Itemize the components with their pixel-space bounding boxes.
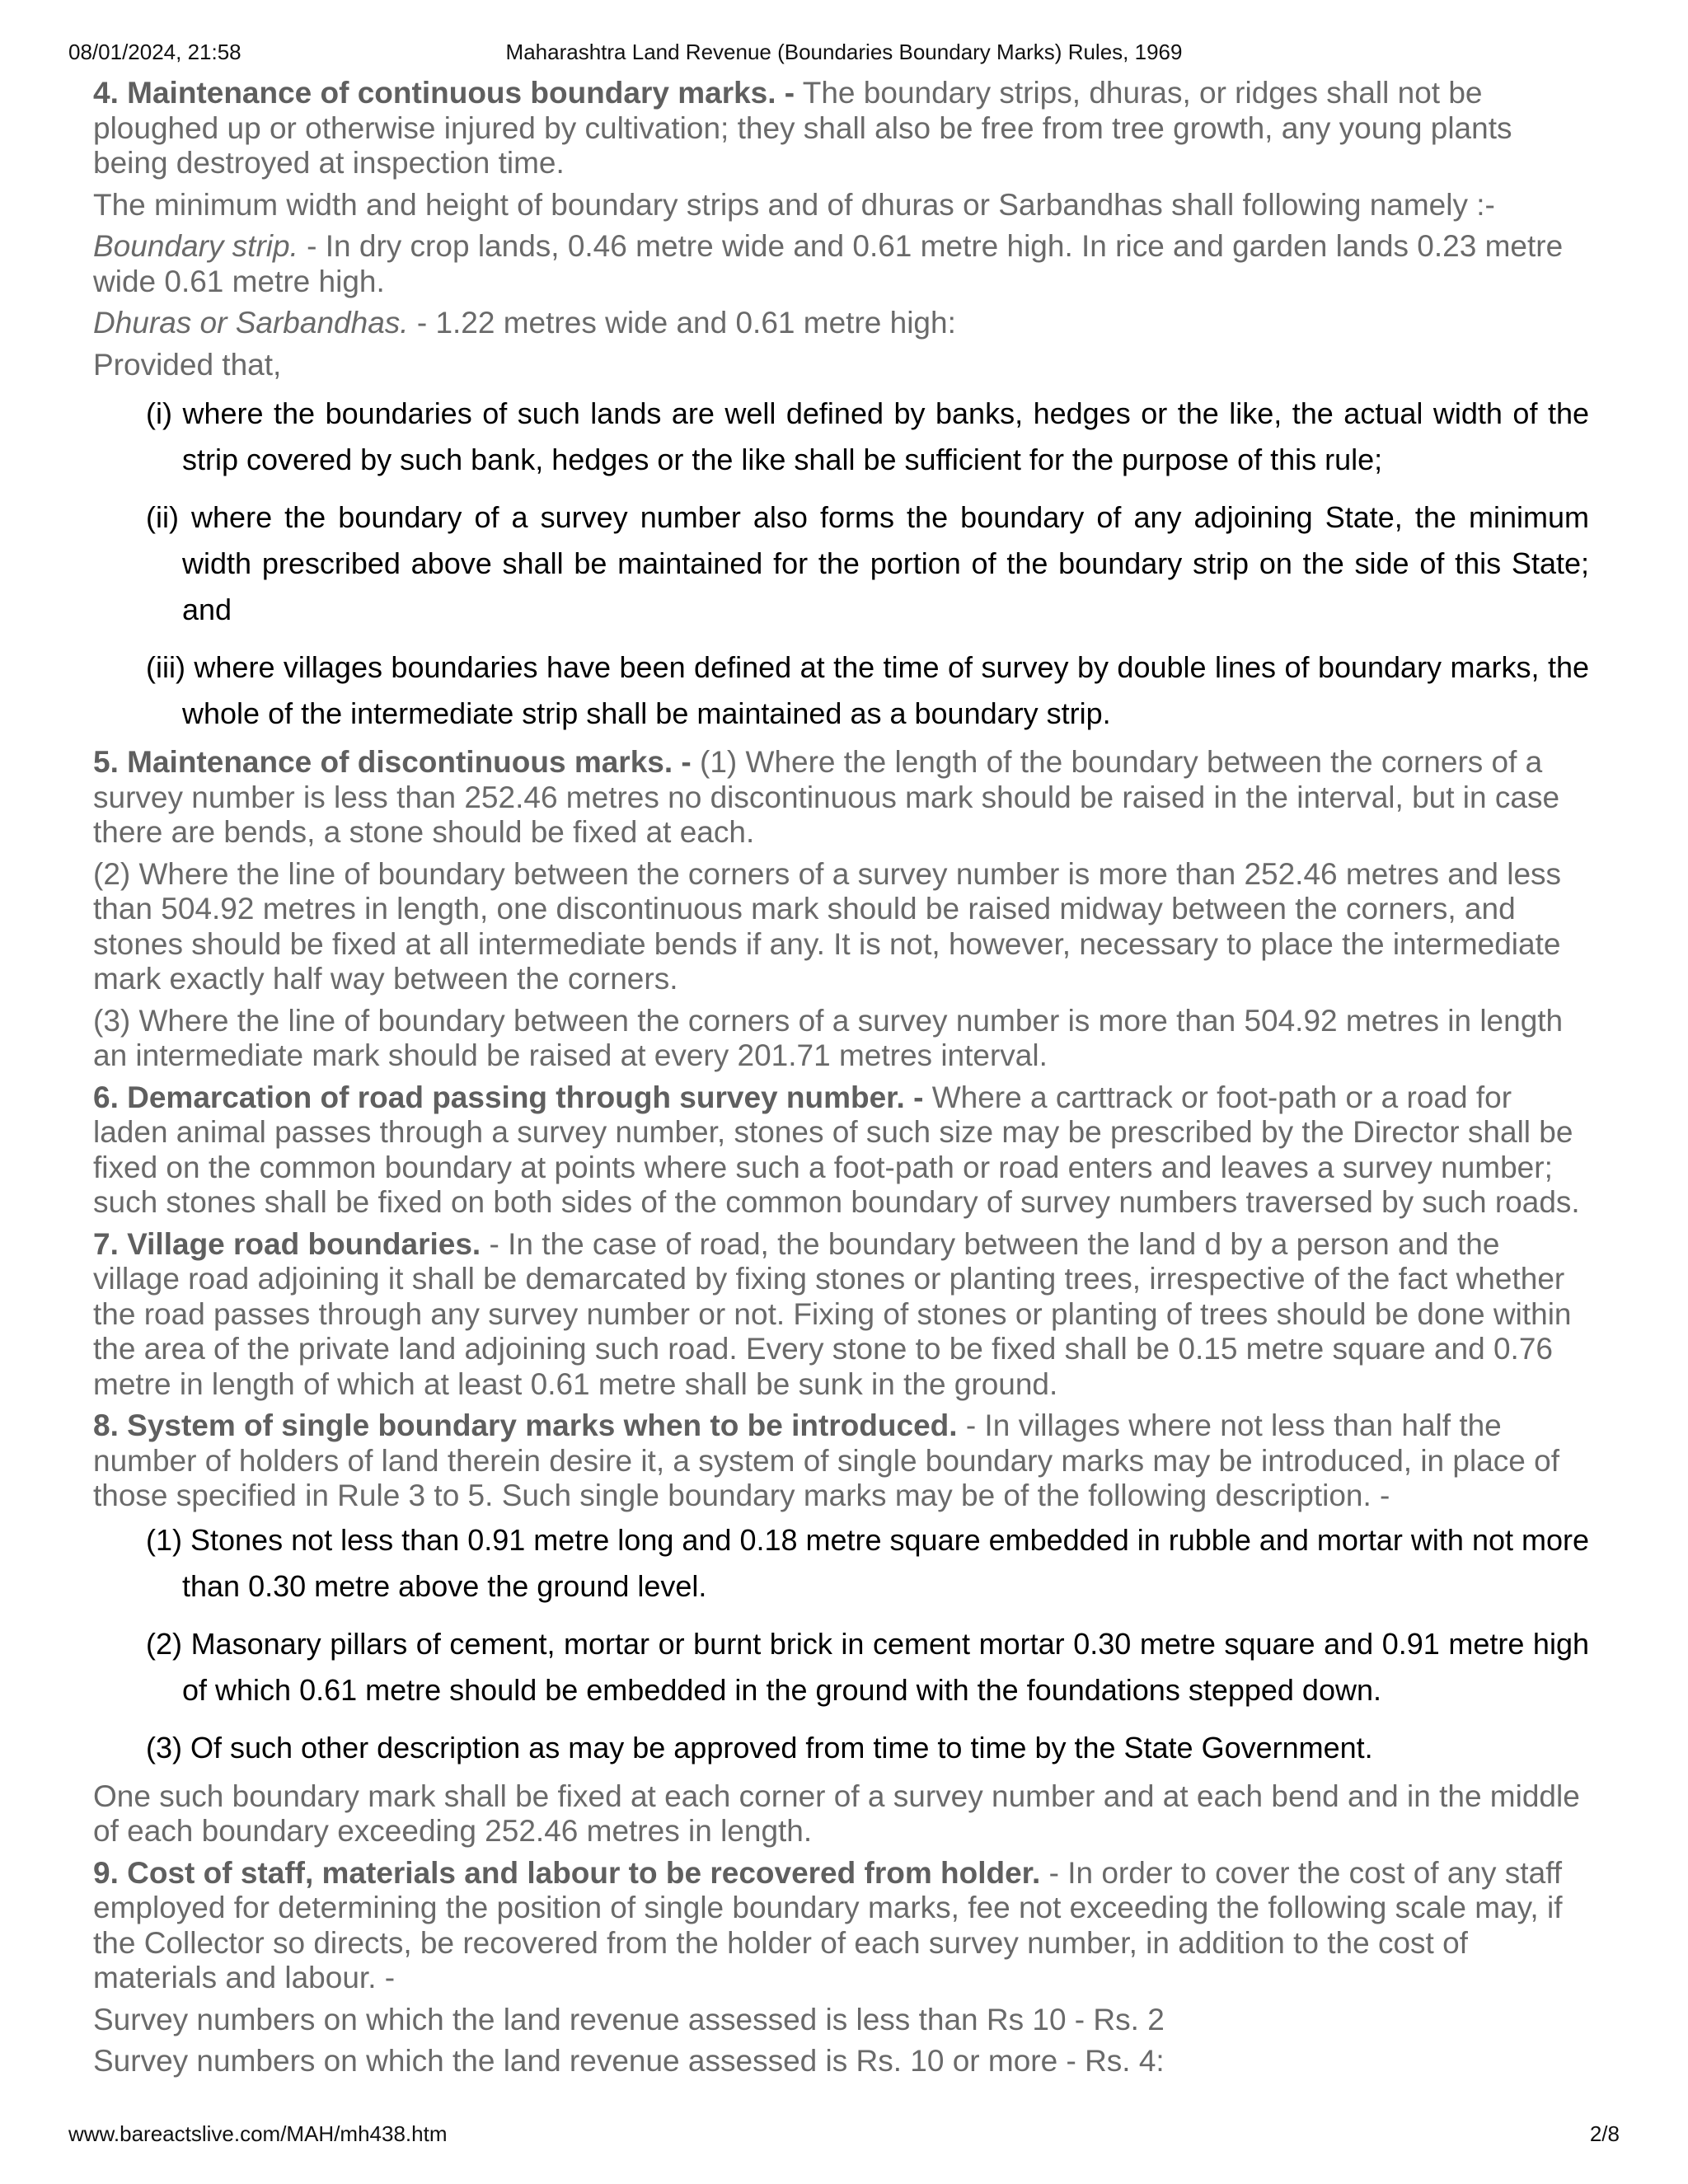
page-number: 2/8 — [1589, 2121, 1620, 2146]
boundary-mark-type-item: (3) Of such other description as may be approved from time to time by the State Government. — [146, 1730, 1373, 1765]
section-7-heading: 7. Village road boundaries. — [93, 1226, 481, 1261]
section-4-heading: 4. Maintenance of continuous boundary marks. - — [93, 76, 795, 110]
section-6-heading: 6. Demarcation of road passing through survey number. - — [93, 1080, 924, 1114]
fee-line-1: Survey numbers on which the land revenue assessed is less than Rs 10 - Rs. 2 — [93, 2002, 1165, 2036]
boundary-strip-paragraph — [93, 229, 1589, 299]
proviso-list — [93, 391, 1589, 737]
section-8-paragraph — [93, 1408, 1589, 1514]
page-footer — [68, 2121, 1620, 2149]
proviso-item: (iii) where villages boundaries have been defined at the time of survey by double lines of boundary marks, the whole of the intermediate strip shall be maintained as a boundary strip. — [146, 650, 1589, 730]
document-title: Maharashtra Land Revenue (Boundaries Boundary Marks) Rules, 1969 — [505, 40, 1183, 64]
section-5-text-1: (1) Where the length of the boundary between the corners of a survey number is less than 252.46 metres no discontinuous mark should be raised in the interval, but in case there are bends, a stone should be fixed at each. — [93, 745, 1560, 849]
section-5-text-2: (2) Where the line of boundary between the corners of a survey number is more than 252.46 metres and less than 504.92 metres in length, one discontinuous mark should be raised midway between the corners, and stones should be fixed at all intermediate bends if any. It is not, however, necessary to place the intermediate mark exactly half way between the corners. — [93, 856, 1562, 996]
section-5-heading: 5. Maintenance of discontinuous marks. - — [93, 745, 692, 779]
section-4-paragraph — [93, 76, 1589, 181]
proviso-item: (ii) where the boundary of a survey number also forms the boundary of any adjoining State, the minimum width prescribed above shall be maintained for the portion of the boundary strip on the side of this State; and — [146, 500, 1589, 626]
fee-line-2: Survey numbers on which the land revenue assessed is Rs. 10 or more - Rs. 4: — [93, 2044, 1165, 2078]
section-5-text-3: (3) Where the line of boundary between the corners of a survey number is more than 504.92 metres in length an intermediate mark should be raised at every 201.71 metres interval. — [93, 1003, 1564, 1072]
section-7-paragraph — [93, 1227, 1589, 1403]
section-8-heading: 8. System of single boundary marks when to be introduced. — [93, 1408, 958, 1442]
provided-that: Provided that, — [93, 347, 282, 382]
section-4-text: The boundary strips, dhuras, or ridges shall not be ploughed up or otherwise injured by cultivation; they shall also be free from tree growth, any young plants being destroyed at inspection time. — [93, 76, 1512, 180]
section-4-min-width: The minimum width and height of boundary strips and of dhuras or Sarbandhas shall following namely :- — [93, 187, 1495, 222]
boundary-strip-text: - In dry crop lands, 0.46 metre wide and 0.61 metre high. In rice and garden lands 0.23 metre wide 0.61 metre high. — [93, 229, 1564, 298]
print-datetime: 08/01/2024, 21:58 — [68, 40, 241, 64]
document-body — [93, 76, 1589, 2079]
dhuras-paragraph — [93, 306, 1589, 341]
source-url: www.bareactslive.com/MAH/mh438.htm — [68, 2121, 448, 2146]
page-header — [68, 40, 1620, 68]
section-8-text: - In villages where not less than half the number of holders of land therein desire it, a system of single boundary marks may be introduced, in place of those specified in Rule 3 to 5. Such single boundary marks may be of the following description. - — [93, 1408, 1559, 1512]
section-6-text: Where a carttrack or foot-path or a road for laden animal passes through a survey number, stones of such size may be prescribed by the Director shall be fixed on the common boundary at points where such a foot-path or road enters and leaves a survey number; such stones shall be fixed on both sides of the common boundary of survey numbers traversed by such roads. — [93, 1080, 1580, 1219]
dhuras-text: - 1.22 metres wide and 0.61 metre high: — [408, 306, 956, 340]
boundary-mark-type-item: (2) Masonary pillars of cement, mortar or burnt brick in cement mortar 0.30 metre square and 0.91 metre high of which 0.61 metre should be embedded in the ground with the foundations stepped down. — [146, 1626, 1589, 1707]
section-9-paragraph — [93, 1856, 1589, 1996]
boundary-mark-type-item: (1) Stones not less than 0.91 metre long and 0.18 metre square embedded in rubble and mortar with not more than 0.30 metre above the ground level. — [146, 1522, 1590, 1603]
section-5-paragraph — [93, 745, 1589, 851]
boundary-strip-label: Boundary strip. — [93, 229, 298, 263]
proviso-item: (i) where the boundaries of such lands are well defined by banks, hedges or the like, the actual width of the strip covered by such bank, hedges or the like shall be sufficient for the purpose of this rule; — [146, 396, 1589, 476]
section-7-text: - In the case of road, the boundary between the land d by a person and the village road adjoining it shall be demarcated by fixing stones or planting trees, irrespective of the fact whether the road passes through any survey number or not. Fixing of stones or planting of trees should be done within the area of the private land adjoining such road. Every stone to be fixed shall be 0.15 metre square and 0.76 metre in length of which at least 0.61 metre shall be sunk in the ground. — [93, 1226, 1572, 1401]
dhuras-label: Dhuras or Sarbandhas. — [93, 306, 409, 340]
section-9-text: - In order to cover the cost of any staff employed for determining the position of single boundary marks, fee not exceeding the following scale may, if the Collector so directs, be recovered from the holder of each survey number, in addition to the cost of materials and labour. - — [93, 1855, 1563, 1994]
section-9-heading: 9. Cost of staff, materials and labour to be recovered from holder. — [93, 1855, 1041, 1890]
section-6-paragraph — [93, 1080, 1589, 1221]
section-8-after: One such boundary mark shall be fixed at each corner of a survey number and at each bend and in the middle of each boundary exceeding 252.46 metres in length. — [93, 1779, 1580, 1848]
boundary-mark-types-list — [93, 1517, 1589, 1771]
